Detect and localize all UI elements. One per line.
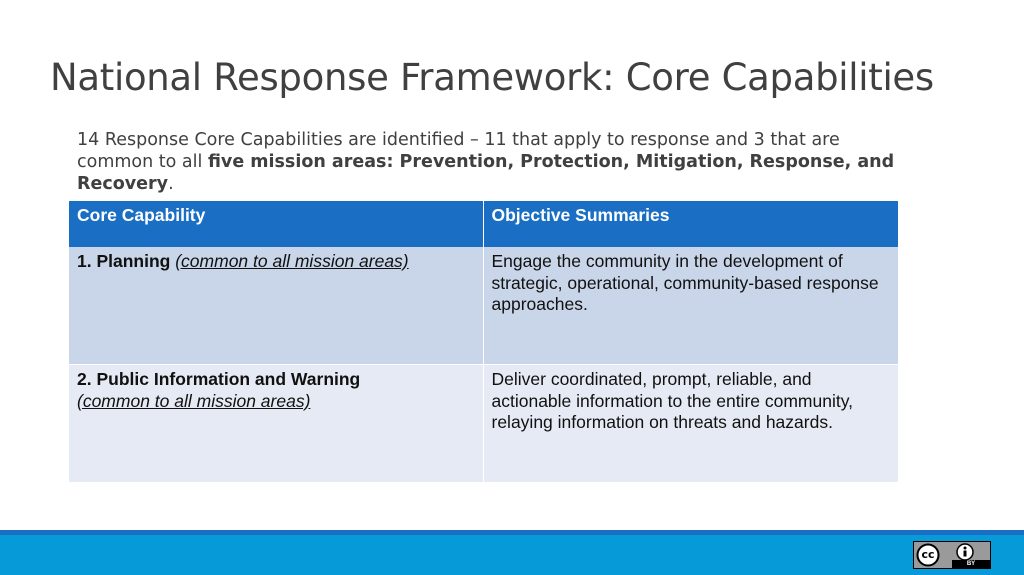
summary-cell: Deliver coordinated, prompt, reliable, and actionable information to the entire community, relaying information on threats and hazards. xyxy=(483,365,898,483)
capability-note: (common to all mission areas) xyxy=(175,251,409,271)
footer-bar xyxy=(0,535,1024,575)
table-header-row xyxy=(69,201,898,247)
capability-name: 1. Planning xyxy=(77,251,171,271)
intro-end: . xyxy=(168,174,174,194)
capability-cell xyxy=(69,365,483,483)
header-objective-summaries: Objective Summaries xyxy=(483,201,898,247)
capability-name: 2. Public Information and Warning xyxy=(77,369,361,389)
cc-glyph: cc xyxy=(921,548,935,561)
header-core-capability: Core Capability xyxy=(69,201,483,247)
slide-title: National Response Framework: Core Capabilities xyxy=(50,56,934,99)
intro-paragraph xyxy=(77,129,917,195)
capability-cell xyxy=(69,247,483,365)
by-glyph xyxy=(960,544,970,560)
summary-cell: Engage the community in the development of strategic, operational, community-based response approaches. xyxy=(483,247,898,365)
capability-note: (common to all mission areas) xyxy=(77,390,311,411)
core-capabilities-table xyxy=(69,201,899,482)
intro-text: 14 Response Core Capabilities are identified – 11 that apply to response and 3 that are common to all xyxy=(77,130,840,172)
creative-commons-by-icon xyxy=(913,541,991,569)
intro-mission-areas: five mission areas: Prevention, Protection, Mitigation, Response, and Recovery xyxy=(77,152,895,194)
by-label: BY xyxy=(952,560,990,568)
table-row xyxy=(69,247,898,365)
table-row xyxy=(69,365,898,483)
